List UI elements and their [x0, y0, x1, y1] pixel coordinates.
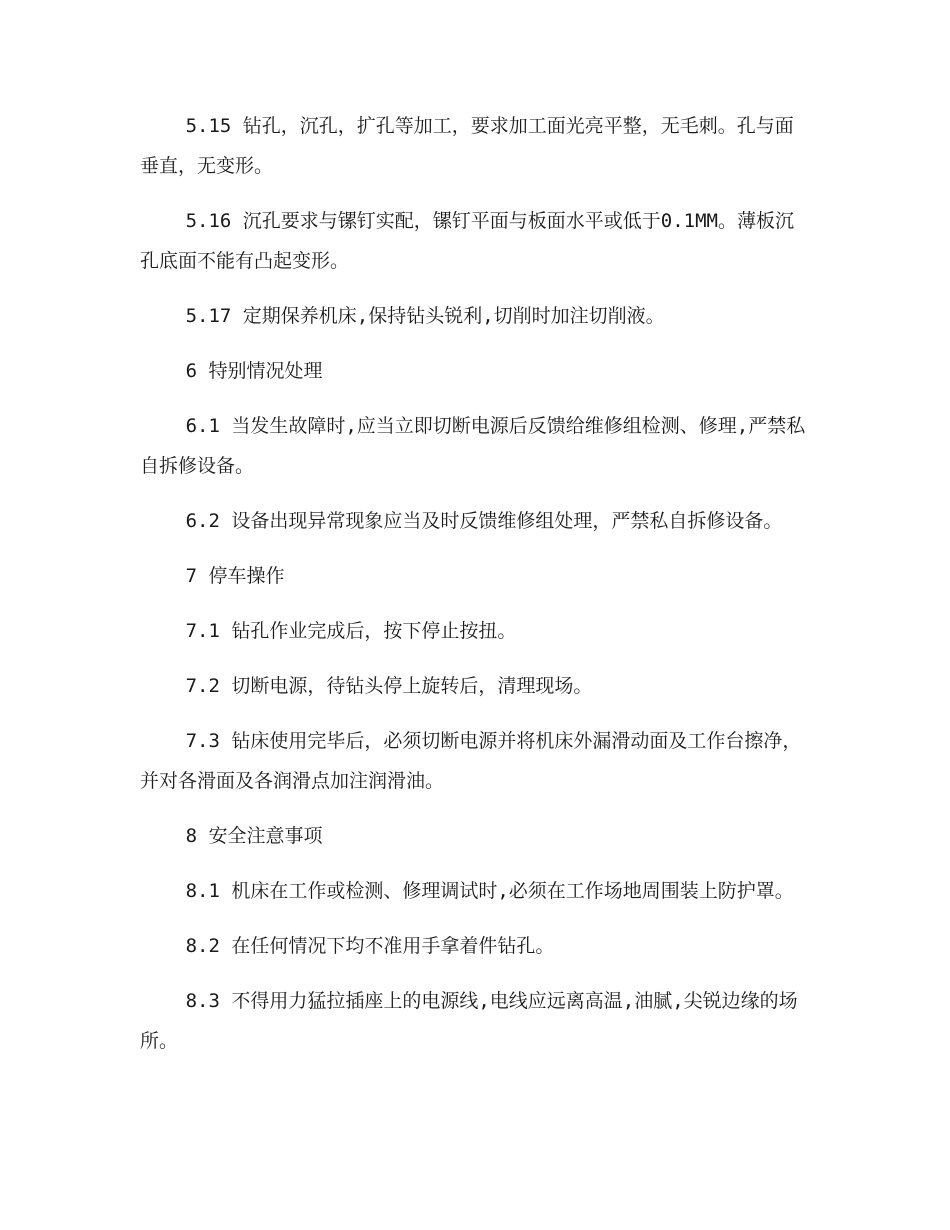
paragraph-7-2: 7.2 切断电源，待钻头停上旋转后，清理现场。 — [185, 675, 593, 697]
paragraph-5-15: 5.15 钻孔，沉孔，扩孔等加工，要求加工面光亮平整，无毛刺。孔与面垂直，无变形。 — [140, 115, 794, 177]
paragraph-5-17: 5.17 定期保养机床,保持钻头锐利,切削时加注切削液。 — [185, 305, 665, 327]
paragraph-6-1: 6.1 当发生故障时,应当立即切断电源后反馈给维修组检测、修理,严禁私自拆修设备。 — [140, 415, 806, 477]
paragraph-8-3: 8.3 不得用力猛拉插座上的电源线,电线应远离高温,油腻,尖锐边缘的场所。 — [140, 990, 798, 1052]
paragraph-6-2: 6.2 设备出现异常现象应当及时反馈维修组处理，严禁私自拆修设备。 — [185, 510, 783, 532]
paragraph-8-1: 8.1 机床在工作或检测、修理调试时,必须在工作场地周围装上防护罩。 — [185, 880, 794, 902]
paragraph-5-16: 5.16 沉孔要求与镙钉实配，镙钉平面与板面水平或低于0.1MM。薄板沉孔底面不能有凸起变形。 — [140, 210, 794, 272]
section-heading-7: 7 停车操作 — [185, 565, 285, 587]
section-heading-6: 6 特别情况处理 — [185, 360, 323, 382]
paragraph-7-3: 7.3 钻床使用完毕后，必须切断电源并将机床外漏滑动面及工作台擦净，并对各滑面及各润滑点加注润滑油。 — [140, 730, 802, 792]
paragraph-8-2: 8.2 在任何情况下均不准用手拿着件钻孔。 — [185, 935, 555, 957]
paragraph-7-1: 7.1 钻孔作业完成后，按下停止按扭。 — [185, 620, 517, 642]
document-body — [140, 106, 810, 1076]
section-heading-8: 8 安全注意事项 — [185, 825, 323, 847]
